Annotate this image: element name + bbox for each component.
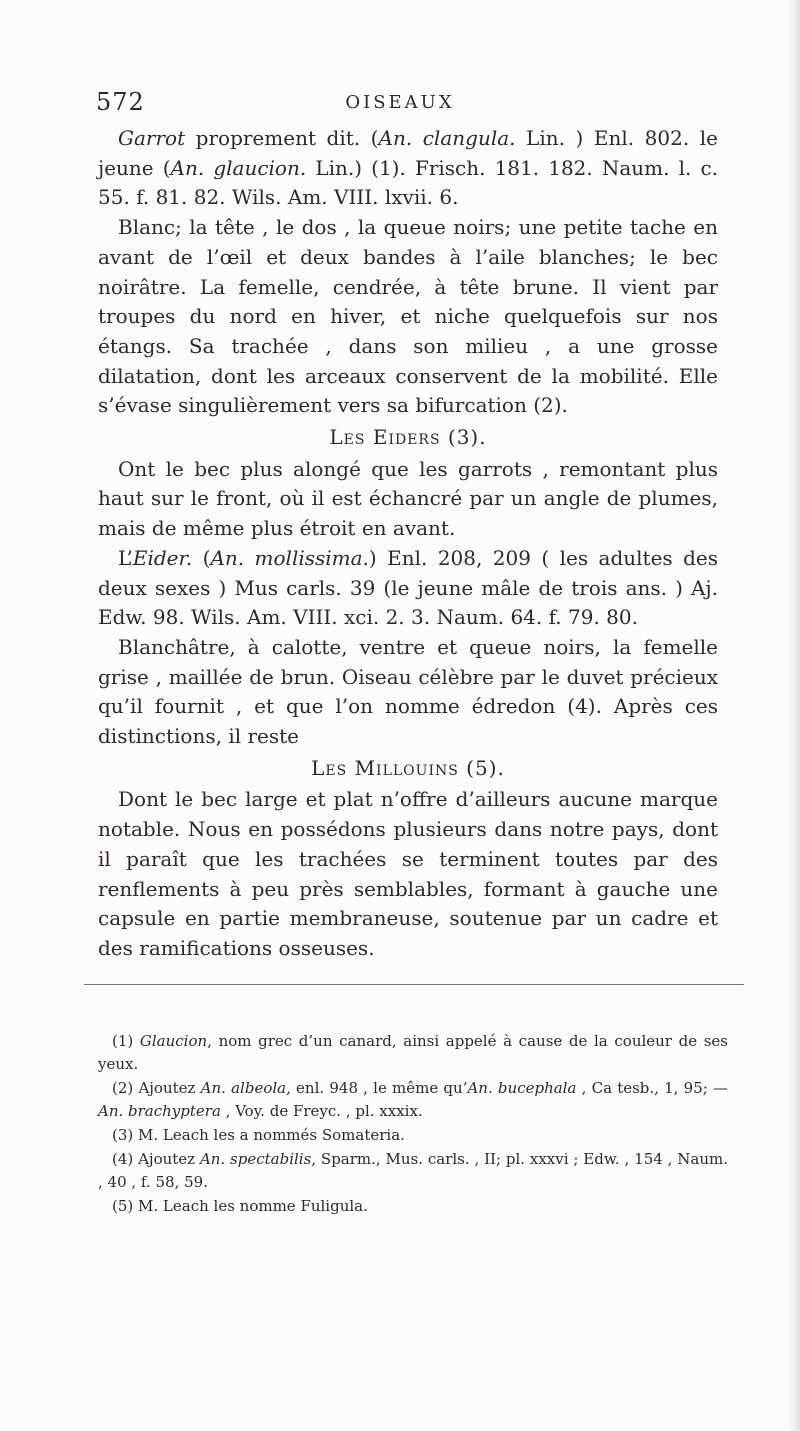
latin-name: An. glaucion. — [170, 155, 307, 180]
species-name: Eider. — [132, 545, 193, 570]
latin-name: An. mollissima. — [210, 545, 369, 570]
latin-name: An. clangula. — [378, 126, 516, 150]
species-name: Garrot — [118, 126, 186, 150]
page-number: 572 — [96, 88, 145, 116]
footnote-2: (2) Ajoutez An. albeola, enl. 948 , le même qu’An. bucephala , Ca tesb., 1, 95; — An. brachyptera , Voy. de Freyc. , pl. xxxix. — [98, 1079, 728, 1120]
footnote-3: (3) M. Leach les a nommés Somateria. — [112, 1126, 405, 1144]
main-text — [98, 124, 718, 995]
footnote-4: (4) Ajoutez An. spectabilis, Sparm., Mus. carls. , II; pl. xxxvi ; Edw. , 154 , Naum. , 40 , f. 58, 59. — [98, 1150, 728, 1191]
footnote-rule — [84, 984, 744, 985]
paragraph-millouins: Dont le bec large et plat n’offre d’ailleurs aucune marque notable. Nous en possédons plusieurs dans notre pays, dont il paraît que les trachées se terminent toutes par des renflements à peu près semblables, formant à gauche une capsule en partie membraneuse, soutenue par un cadre et des ramifications osseuses. — [98, 787, 718, 960]
paragraph-garrot: Garrot proprement dit. (An. clangula. Lin. ) Enl. 802. le jeune (An. glaucion. Lin.) (1). Frisch. 181. 182. Naum. l. c. 55. f. 81. 82. Wils. Am. VIII. lxvii. 6. — [98, 126, 718, 210]
running-head: OISEAUX — [345, 92, 455, 113]
footnotes — [98, 1030, 728, 1219]
paragraph-eider: L’Eider. (An. mollissima.) Enl. 208, 209 ( les adultes des deux sexes ) Mus carls. 39 (le jeune mâle de trois ans. ) Aj. Edw. 98. Wils. Am. VIII. xci. 2. 3. Naum. 64. f. 79. 80. — [98, 545, 718, 630]
paragraph-description: Blanc; la tête , le dos , la queue noirs; une petite tache en avant de l’œil et deux bandes à l’aile blanches; le bec noirâtre. La femelle, cendrée, à tête brune. Il vient par troupes du nord en hiver, et niche quelquefois sur nos étangs. Sa trachée , dans son milieu , a une grosse dilatation, dont les arceaux conservent de la mobilité. Elle s’évase singulièrement vers sa bifurcation (2). — [98, 215, 718, 418]
page-edge-shadow — [786, 0, 800, 1431]
paragraph-eiders: Ont le bec plus alongé que les garrots , remontant plus haut sur le front, où il est échancré par un angle de plumes, mais de même plus étroit en avant. — [98, 456, 718, 541]
paragraph-eider-description: Blanchâtre, à calotte, ventre et queue noirs, la femelle grise , maillée de brun. Oiseau célèbre par le duvet précieux qu’il fournit , et que l’on nomme édredon (4). Après ces distinctions, il reste — [98, 634, 718, 749]
section-heading-millouins: Les Millouins (5). — [311, 755, 505, 780]
section-heading-eiders: Les Eiders (3). — [329, 425, 487, 450]
footnote-5: (5) M. Leach les nomme Fuligula. — [112, 1197, 368, 1215]
footnote-1: (1) Glaucion, nom grec d’un canard, ainsi appelé à cause de la couleur de ses yeux. — [98, 1032, 728, 1073]
